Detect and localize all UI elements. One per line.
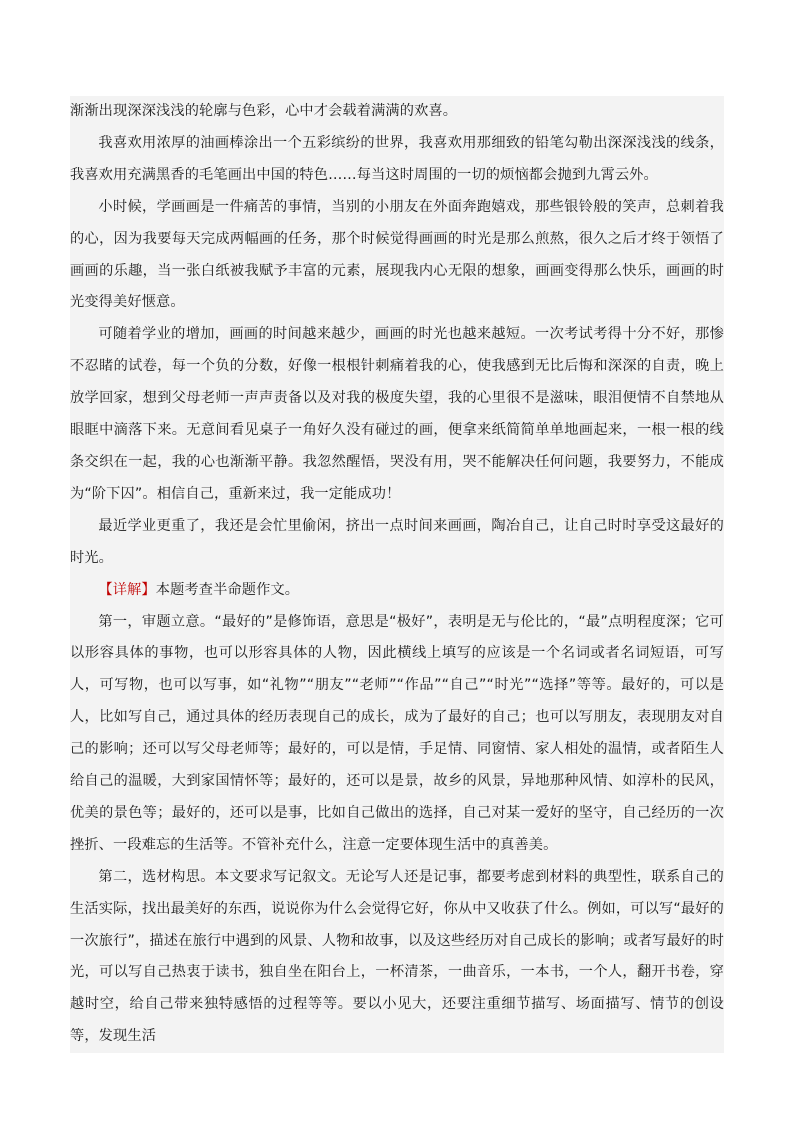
paragraph-material-selection: 第二，选材构思。本文要求写记叙文。无论写人还是记事，都要考虑到材料的典型性，联系自己的生活实际，找出最美好的东西，说说你为什么会觉得它好，你从中又收获了什么。例如，可以写“最好的一次旅行”，描述在旅行中遇到的风景、人物和故事，以及这些经历对自己成长的影响；或者写最好的时光，可以写自己热衷于读书，独自坐在阳台上，一杯清茶，一曲音乐，一本书，一个人，翻开书卷，穿越时空，给自己带来独特感悟的过程等等。要以小见大，还要注重细节描写、场面描写、情节的创设等，发现生活 xyxy=(70,868,724,1045)
paragraph-childhood: 小时候，学画画是一件痛苦的事情，当别的小朋友在外面奔跑嬉戏，那些银铃般的笑声，总刺着我的心，因为我要每天完成两幅画的任务，那个时候觉得画画的时光是那么煎熬，很久之后才终于领悟了画画的乐趣，当一张白纸被我赋予丰富的元素，展现我内心无限的想象，画画变得那么快乐，画画的时光变得美好惬意。 xyxy=(70,198,724,311)
paragraph-detail-intro xyxy=(70,575,724,607)
detail-intro-text: 本题考查半命题作文。 xyxy=(155,581,300,598)
document-body xyxy=(70,96,724,1053)
detail-tag: 【详解】 xyxy=(98,581,156,598)
paragraph-continuation: 渐渐出现深深浅浅的轮廓与色彩，心中才会载着满满的欢喜。 xyxy=(70,103,458,119)
paragraph-exam-failure: 可随着学业的增加，画画的时间越来越少，画画的时光也越来越短。一次考试考得十分不好，那惨不忍睹的试卷，每一个负的分数，好像一根根针刺痛着我的心，使我感到无比后悔和深深的自责，晚上放学回家，想到父母老师一声声责备以及对我的极度失望，我的心里很不是滋味，眼泪便情不自禁地从眼眶中滴落下来。无意间看见桌子一角好久没有碰过的画，便拿来纸简简单单地画起来，一根一根的线条交织在一起，我的心也渐渐平静。我忽然醒悟，哭没有用，哭不能解决任何问题，我要努力，不能成为“阶下囚”。相信自己，重新来过，我一定能成功！ xyxy=(70,326,724,502)
paragraph-painting-tools: 我喜欢用浓厚的油画棒涂出一个五彩缤纷的世界，我喜欢用那细致的铅笔勾勒出深深浅浅的线条，我喜欢用充满黑香的毛笔画出中国的特色……每当这时周围的一切的烦恼都会抛到九霄云外。 xyxy=(70,134,724,183)
paragraph-recent: 最近学业更重了，我还是会忙里偷闲，挤出一点时间来画画，陶冶自己，让自己时时享受这最好的时光。 xyxy=(70,517,724,566)
paragraph-theme-analysis: 第一，审题立意。“最好的”是修饰语，意思是“极好”，表明是无与伦比的，“最”点明程度深；它可以形容具体的事物，也可以形容具体的人物，因此横线上填写的应该是一个名词或者名词短语，可写人，可写物，也可以写事，如“礼物”“朋友”“老师”“作品”“自己”“时光”“选择”等等。最好的，可以是人，比如写自己，通过具体的经历表现自己的成长，成为了最好的自己；也可以写朋友，表现朋友对自己的影响；还可以写父母老师等；最好的，可以是情，手足情、同窗情、家人相处的温情，或者陌生人给自己的温暖，大到家国情怀等；最好的，还可以是景，故乡的风景，异地那种风情、如淳朴的民风，优美的景色等；最好的，还可以是事，比如自己做出的选择，自己对某一爱好的坚守，自己经历的一次挫折、一段难忘的生活等。不管补充什么，注意一定要体现生活中的真善美。 xyxy=(70,613,724,853)
